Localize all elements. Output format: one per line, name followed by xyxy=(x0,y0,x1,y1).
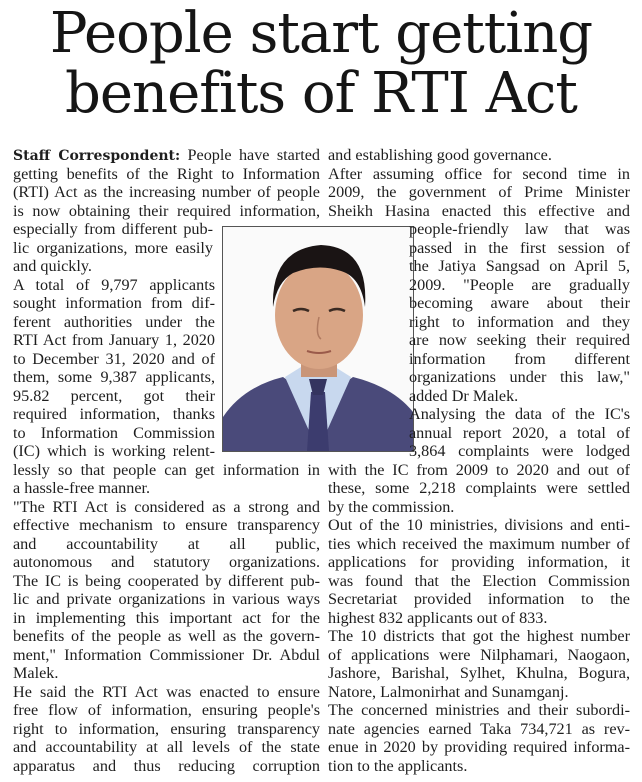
article-line: highest 832 applicants out of 833. xyxy=(328,608,548,627)
article-line: enue in 2020 by providing required informa- xyxy=(328,738,630,756)
article-line: and accountability at all public, xyxy=(13,534,320,553)
article-line: are now seeking their required xyxy=(409,331,630,349)
article-line: them, some 9,387 applicants, xyxy=(13,368,215,386)
article-line: annual report 2020, a total of xyxy=(409,423,630,442)
headline-line-2: benefits of RTI Act xyxy=(65,61,577,126)
article-line: Secretariat provided information to the xyxy=(328,590,630,608)
article-line: and accountability at all levels of the state xyxy=(13,738,320,756)
article-line: a hassle-free manner. xyxy=(13,479,151,497)
article-line: to Information Commission xyxy=(13,423,215,442)
article-line: ferent authorities under the xyxy=(13,312,215,331)
article-text: People have started xyxy=(180,146,320,164)
article-line: autonomous and statutory organizations. xyxy=(13,553,320,571)
article-line: required information, thanks xyxy=(13,405,215,423)
article-line: passed in the first session of xyxy=(409,238,630,257)
article-column-1 xyxy=(13,146,320,775)
article-line: to December 31, 2020 and of xyxy=(13,349,215,368)
article-line: He said the RTI Act was enacted to ensure xyxy=(13,682,320,701)
article-line xyxy=(13,146,320,165)
article-line: getting benefits of the Right to Information xyxy=(13,164,320,183)
byline: Staff Correspondent: xyxy=(13,148,181,164)
article-line: ment," Information Commissioner Dr. Abdul xyxy=(13,645,320,664)
article-line: added Dr Malek. xyxy=(409,386,519,405)
article-line: A total of 9,797 applicants xyxy=(13,275,215,294)
article-line: Natore, Lalmonirhat and Sunamganj. xyxy=(328,682,569,701)
article-line: 2009, the government of Prime Minister xyxy=(328,183,630,201)
article-line: "The RTI Act is considered as a strong and xyxy=(13,497,320,516)
article-line: these, some 2,218 complaints were settled xyxy=(328,479,630,497)
article-line: by the commission. xyxy=(328,497,455,516)
article-line: tion to the applicants. xyxy=(328,756,468,775)
article-line: Malek. xyxy=(13,664,59,682)
article-line: 3,864 complaints were lodged xyxy=(409,442,630,460)
article-line: organizations under this law," xyxy=(409,368,630,386)
article-line: Analysing the data of the IC's xyxy=(409,405,630,423)
article-line: After assuming office for second time in xyxy=(328,164,630,183)
article-line: and quickly. xyxy=(13,257,92,275)
article-line: of applications were Nilphamari, Naogaon, xyxy=(328,645,630,664)
article-line: was found that the Election Commission xyxy=(328,571,630,590)
article-line: benefits of the people as well as the govern- xyxy=(13,627,320,645)
article-line: lic organizations, more easily xyxy=(13,238,213,257)
article-line: Jashore, Barishal, Sylhet, Khulna, Bogura, xyxy=(328,664,630,682)
article-line: 95.82 percent, got their xyxy=(13,386,215,405)
headline-line-1: People start getting xyxy=(49,1,593,66)
article-line: right to information, ensuring transparency xyxy=(13,719,320,738)
article-line: ties which received the maximum number of xyxy=(328,534,630,553)
article-line: (IC) which is working relent- xyxy=(13,442,215,460)
article-line: information from different xyxy=(409,349,630,368)
article-line: RTI Act from January 1, 2020 xyxy=(13,331,215,349)
article-line: the Jatiya Sangsad on April 5, xyxy=(409,257,630,275)
article-line: The 10 districts that got the highest number xyxy=(328,627,630,645)
article-line: right to information and they xyxy=(409,312,630,331)
article-line: The concerned ministries and their subordi- xyxy=(328,701,630,719)
article-line: is now obtaining their required information, xyxy=(13,201,320,220)
article-line: people-friendly law that was xyxy=(409,220,630,238)
article-line: (RTI) Act as the increasing number of people xyxy=(13,183,320,201)
article-line: free flow of information, ensuring people's xyxy=(13,701,320,719)
article-line: Out of the 10 ministries, divisions and enti- xyxy=(328,516,630,534)
headline xyxy=(0,1,642,126)
article-line: lic and private organizations in various ways xyxy=(13,590,320,608)
article-line: nate agencies earned Taka 734,721 as rev- xyxy=(328,719,630,738)
article-line: in implementing this important act for the xyxy=(13,608,320,627)
article-line: especially from different pub- xyxy=(13,220,213,238)
article-line: effective mechanism to ensure transparency xyxy=(13,516,320,534)
article-line: becoming aware about their xyxy=(409,294,630,312)
article-line: applications for providing information, it xyxy=(328,553,630,571)
article-line: The IC is being cooperated by different pub- xyxy=(13,571,320,590)
article-column-2 xyxy=(328,146,630,775)
article-line: and establishing good governance. xyxy=(328,146,552,164)
article-line: 2009. "People are gradually xyxy=(409,275,630,294)
article-line: Sheikh Hasina enacted this effective and xyxy=(328,201,630,220)
article-line: lessly so that people can get information in xyxy=(13,460,320,479)
article-line: apparatus and thus reducing corruption xyxy=(13,756,320,775)
article-line: sought information from dif- xyxy=(13,294,215,312)
article-line: with the IC from 2009 to 2020 and out of xyxy=(328,460,630,479)
